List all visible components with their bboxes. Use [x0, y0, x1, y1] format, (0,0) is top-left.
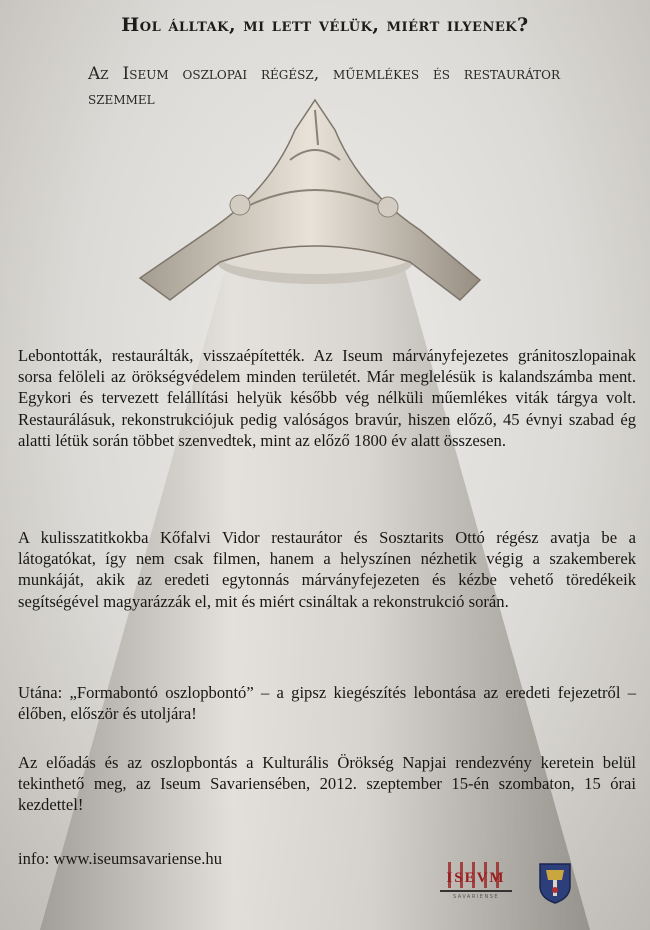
page-subtitle: Az Iseum oszlopai régész, műemlékes és restaurátor szemmel [88, 64, 560, 109]
city-crest-icon [538, 862, 572, 904]
paragraph-presenters: A kulisszatitkokba Kőfalvi Vidor restaurátor és Sosztarits Ottó régész avatja be a látogatókat, így nem csak filmen, hanem a helyszínen nézhetik végig a szakemberek munkáját, akik az eredeti egytonnás márványfejezeten és kézbe vehető töredékeik segítségével magyarázzák el, mit és miért csináltak a rekonstrukció során. [18, 528, 636, 611]
info-link[interactable]: info: www.iseumsavariense.hu [18, 849, 222, 868]
paragraph-demolition: Utána: „Formabontó oszlopbontó” – a gipsz kiegészítés lebontása az eredeti fejezetről – élőben, először és utoljára! [18, 683, 636, 724]
page-title: Hol álltak, mi lett vélük, miért ilyenek? [121, 14, 529, 36]
iseum-logo-text: ISEVM [446, 870, 506, 886]
iseum-logo-subtext: SAVARIENSE [452, 894, 500, 900]
iseum-logo [436, 860, 516, 906]
paragraph-event-details: Az előadás és az oszlopbontás a Kulturális Örökség Napjai rendezvény keretein belül tekinthető meg, az Iseum Savariensében, 2012. szeptember 15-én szombaton, 15 órai kezdettel! [18, 753, 636, 815]
paragraph-history: Lebontották, restaurálták, visszaépítették. Az Iseum márványfejezetes gránitoszlopainak sorsa felöleli az örökségvédelem minden területét. Már meglelésük is kalandszámba ment. Egykori és tervezett felállítási helyük később vég nélküli műemlékes viták tárgya volt. Restaurálásuk, rekonstrukciójuk pedig valóságos bravúr, hiszen előző, 45 évnyi szabad ég alatti létük során többet szenvedtek, mint az előző 1800 év alatt összesen. [18, 346, 636, 450]
